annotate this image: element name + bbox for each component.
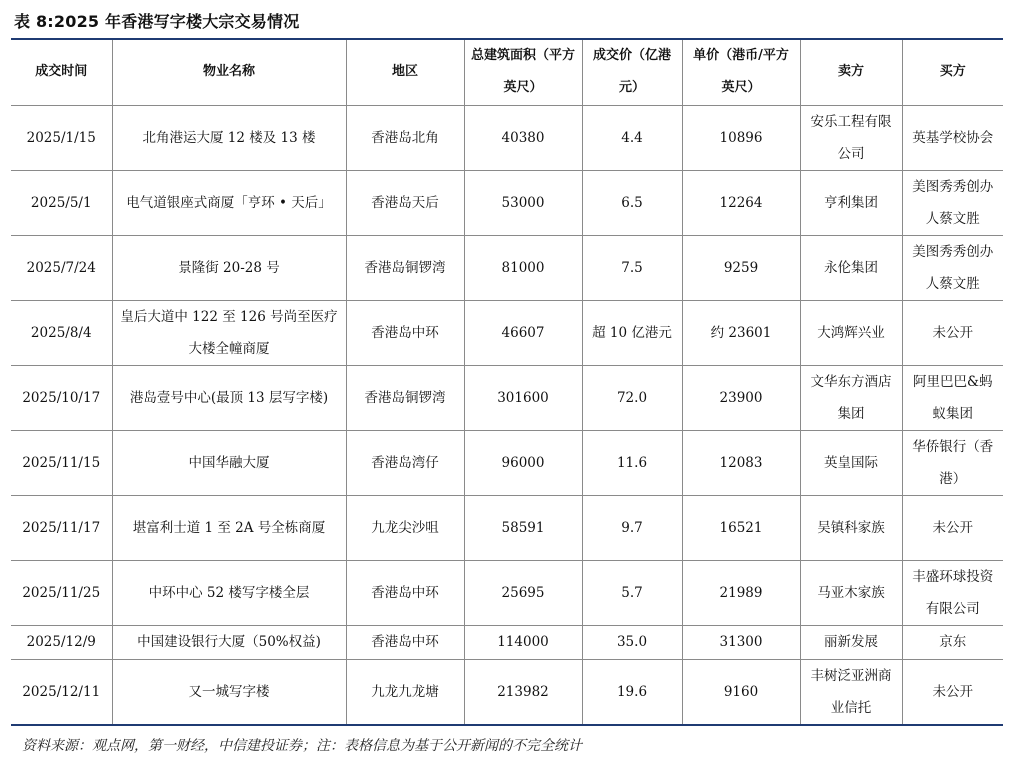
table-cell: 文华东方酒店集团 xyxy=(800,365,902,430)
table-row xyxy=(11,430,1003,495)
table-row xyxy=(11,560,1003,625)
table-cell: 6.5 xyxy=(582,170,682,235)
table-cell: 电气道银座式商厦「亨环 • 天后」 xyxy=(112,170,346,235)
transactions-table xyxy=(11,40,1003,724)
table-cell: 10896 xyxy=(682,105,800,170)
table-cell: 中国华融大厦 xyxy=(112,430,346,495)
table-cell: 丰盛环球投资有限公司 xyxy=(902,560,1003,625)
table-cell: 香港岛铜锣湾 xyxy=(346,235,464,300)
table-row xyxy=(11,495,1003,560)
table-cell: 2025/12/11 xyxy=(11,659,112,724)
table-cell: 又一城写字楼 xyxy=(112,659,346,724)
table-cell: 美图秀秀创办人蔡文胜 xyxy=(902,235,1003,300)
table-cell: 2025/10/17 xyxy=(11,365,112,430)
table-cell: 5.7 xyxy=(582,560,682,625)
table-cell: 香港岛铜锣湾 xyxy=(346,365,464,430)
table-row xyxy=(11,625,1003,659)
header-cell: 物业名称 xyxy=(112,40,346,105)
table-cell: 华侨银行（香港） xyxy=(902,430,1003,495)
table-cell: 21989 xyxy=(682,560,800,625)
table-cell: 2025/12/9 xyxy=(11,625,112,659)
table-cell: 2025/11/25 xyxy=(11,560,112,625)
table-cell: 40380 xyxy=(464,105,582,170)
table-cell: 7.5 xyxy=(582,235,682,300)
table-cell: 25695 xyxy=(464,560,582,625)
table-cell: 9.7 xyxy=(582,495,682,560)
table-cell: 16521 xyxy=(682,495,800,560)
table-row xyxy=(11,659,1003,724)
table-cell: 香港岛北角 xyxy=(346,105,464,170)
table-row xyxy=(11,105,1003,170)
source-note: 资料来源：观点网，第一财经，中信建投证券；注：表格信息为基于公开新闻的不完全统计 xyxy=(22,738,582,754)
table-cell: 大鸿辉兴业 xyxy=(800,300,902,365)
table-row xyxy=(11,300,1003,365)
header-cell: 买方 xyxy=(902,40,1003,105)
table-cell: 英皇国际 xyxy=(800,430,902,495)
table-cell: 香港岛湾仔 xyxy=(346,430,464,495)
table-cell: 4.4 xyxy=(582,105,682,170)
table-cell: 35.0 xyxy=(582,625,682,659)
table-cell: 堪富利士道 1 至 2A 号全栋商厦 xyxy=(112,495,346,560)
table-cell: 港岛壹号中心(最顶 13 层写字楼) xyxy=(112,365,346,430)
table-row xyxy=(11,170,1003,235)
table-cell: 京东 xyxy=(902,625,1003,659)
table-cell: 阿里巴巴&蚂蚁集团 xyxy=(902,365,1003,430)
table-cell: 12083 xyxy=(682,430,800,495)
table-cell: 31300 xyxy=(682,625,800,659)
table-cell: 12264 xyxy=(682,170,800,235)
table-cell: 96000 xyxy=(464,430,582,495)
table-cell: 吴镇科家族 xyxy=(800,495,902,560)
table-cell: 北角港运大厦 12 楼及 13 楼 xyxy=(112,105,346,170)
table-cell: 亨利集团 xyxy=(800,170,902,235)
table-cell: 马亚木家族 xyxy=(800,560,902,625)
table-cell: 美图秀秀创办人蔡文胜 xyxy=(902,170,1003,235)
table-cell: 213982 xyxy=(464,659,582,724)
header-cell: 单价（港币/平方英尺） xyxy=(682,40,800,105)
table-title: 表 8:2025 年香港写字楼大宗交易情况 xyxy=(14,12,300,31)
header-cell: 总建筑面积（平方英尺） xyxy=(464,40,582,105)
table-cell: 香港岛中环 xyxy=(346,300,464,365)
table-cell: 九龙尖沙咀 xyxy=(346,495,464,560)
table-cell: 9160 xyxy=(682,659,800,724)
header-cell: 成交价（亿港元） xyxy=(582,40,682,105)
table-cell: 2025/8/4 xyxy=(11,300,112,365)
table-cell: 安乐工程有限公司 xyxy=(800,105,902,170)
table-cell: 114000 xyxy=(464,625,582,659)
table-cell: 9259 xyxy=(682,235,800,300)
table-cell: 香港岛中环 xyxy=(346,560,464,625)
table-cell: 超 10 亿港元 xyxy=(582,300,682,365)
table-cell: 2025/11/15 xyxy=(11,430,112,495)
table-cell: 丰树泛亚洲商业信托 xyxy=(800,659,902,724)
table-cell: 丽新发展 xyxy=(800,625,902,659)
table-cell: 英基学校协会 xyxy=(902,105,1003,170)
table-cell: 19.6 xyxy=(582,659,682,724)
header-cell: 卖方 xyxy=(800,40,902,105)
table-cell: 81000 xyxy=(464,235,582,300)
table-cell: 301600 xyxy=(464,365,582,430)
table-header-row xyxy=(11,40,1003,105)
transactions-table-container xyxy=(11,38,1003,726)
table-cell: 景隆街 20-28 号 xyxy=(112,235,346,300)
table-cell: 皇后大道中 122 至 126 号尚至医疗大楼全幢商厦 xyxy=(112,300,346,365)
table-cell: 香港岛天后 xyxy=(346,170,464,235)
table-cell: 香港岛中环 xyxy=(346,625,464,659)
table-bottom-rule xyxy=(11,724,1003,726)
table-cell: 72.0 xyxy=(582,365,682,430)
table-cell: 2025/1/15 xyxy=(11,105,112,170)
table-cell: 约 23601 xyxy=(682,300,800,365)
table-cell: 中环中心 52 楼写字楼全层 xyxy=(112,560,346,625)
table-cell: 未公开 xyxy=(902,495,1003,560)
table-row xyxy=(11,365,1003,430)
table-cell: 2025/7/24 xyxy=(11,235,112,300)
table-cell: 58591 xyxy=(464,495,582,560)
table-cell: 53000 xyxy=(464,170,582,235)
table-row xyxy=(11,235,1003,300)
table-cell: 23900 xyxy=(682,365,800,430)
table-cell: 未公开 xyxy=(932,683,973,700)
table-cell: 46607 xyxy=(464,300,582,365)
header-cell: 地区 xyxy=(346,40,464,105)
table-cell: 11.6 xyxy=(582,430,682,495)
table-cell: 2025/11/17 xyxy=(11,495,112,560)
table-cell: 永伦集团 xyxy=(800,235,902,300)
table-cell: 中国建设银行大厦（50%权益) xyxy=(112,625,346,659)
table-cell: 未公开 xyxy=(902,300,1003,365)
table-cell: 2025/5/1 xyxy=(11,170,112,235)
header-cell: 成交时间 xyxy=(11,40,112,105)
table-cell: 九龙九龙塘 xyxy=(346,659,464,724)
